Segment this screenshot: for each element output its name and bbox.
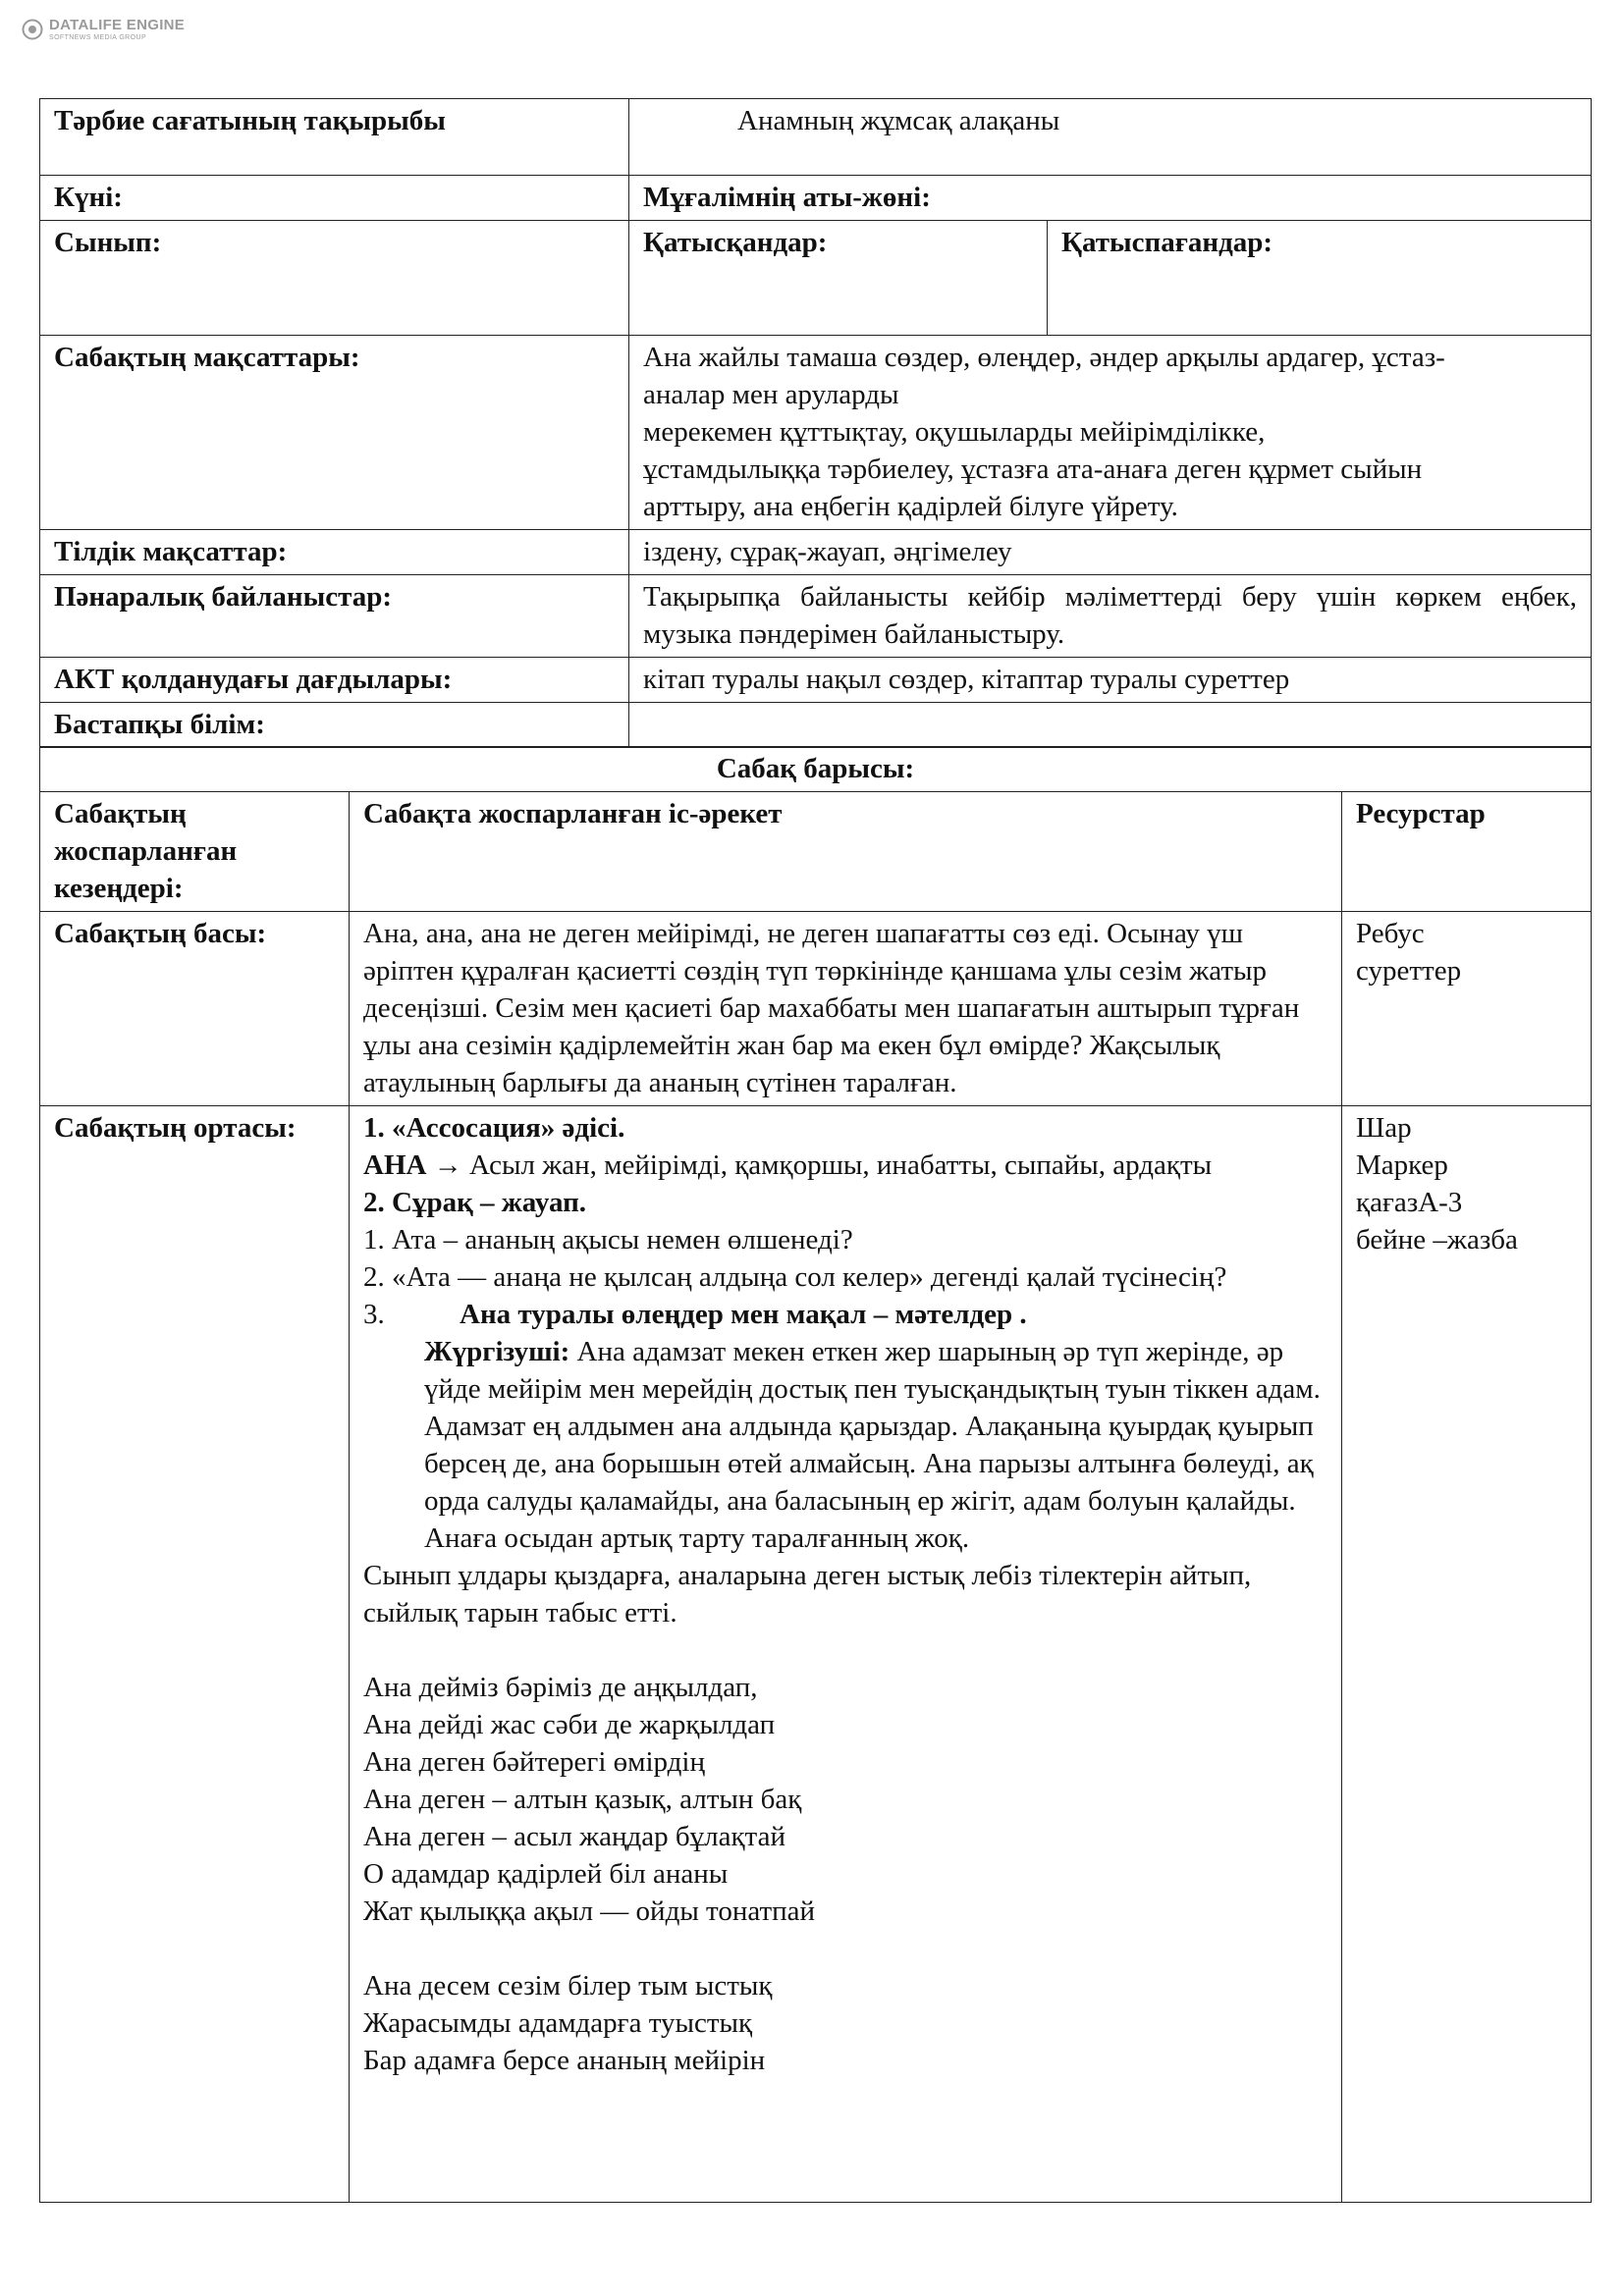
prior-knowledge-label: Бастапқы білім: <box>40 703 629 748</box>
language-value: іздену, сұрақ-жауап, әңгімелеу <box>629 530 1592 575</box>
resource-item: қағазА-3 <box>1356 1187 1463 1219</box>
host-paragraph <box>363 1333 1327 1557</box>
start-stage-label: Сабақтың басы: <box>40 912 350 1106</box>
topic-label: Тәрбие сағатының тақырыбы <box>40 99 629 176</box>
host-label: Жүргізуші: <box>424 1336 570 1368</box>
col-activity-header: Сабақта жоспарланған іс-әрекет <box>350 792 1342 912</box>
interdisciplinary-row <box>40 575 1592 658</box>
ict-label: АКТ қолданудағы дағдылары: <box>40 658 629 703</box>
after-text: Сынып ұлдары қыздарға, аналарына деген ыстық лебіз тілектерін айтып, сыйлық тарын табыс етті. <box>363 1560 1252 1629</box>
poem2-line: Жарасымды адамдарға туыстық <box>363 2007 753 2040</box>
middle-resources <box>1342 1106 1592 2203</box>
watermark-main-text: DATALIFE ENGINE <box>49 17 186 33</box>
lesson-start-row <box>40 912 1592 1106</box>
resource-item: Шар <box>1356 1112 1412 1145</box>
poem1-line: Ана деген – алтын қазық, алтын бақ <box>363 1784 802 1816</box>
header-table <box>39 98 1592 748</box>
association-word: АНА <box>363 1149 427 1182</box>
poems-heading <box>363 1296 1327 1333</box>
topic-value: Анамның жұмсақ алақаны <box>629 99 1592 176</box>
poem1-line: Ана деген – асыл жаңдар бұлақтай <box>363 1821 785 1853</box>
progress-title: Сабақ барысы: <box>40 747 1592 792</box>
poem1-line: Ана дейді жас сәби де жарқылдап <box>363 1709 776 1741</box>
poem2-line: Ана десем сезім білер тым ыстық <box>363 1970 773 2002</box>
resource-item: суреттер <box>1356 955 1462 988</box>
start-resources <box>1342 912 1592 1106</box>
method-association-title: 1. «Ассосация» әдісі. <box>363 1112 625 1145</box>
col-stages-header: Сабақтың жоспарланған кезеңдері: <box>40 792 350 912</box>
goals-line: арттыру, ана еңбегін қадірлей білуге үйрету. <box>643 491 1178 522</box>
association-line <box>363 1147 1327 1184</box>
eye-logo-icon <box>22 19 43 40</box>
poems-heading-title: Ана туралы өлеңдер мен мақал – мәтелдер . <box>460 1299 1027 1331</box>
resource-item: Маркер <box>1356 1149 1448 1182</box>
date-row <box>40 176 1592 221</box>
poem1-line: Ана дейміз бәріміз де аңқылдап, <box>363 1672 758 1704</box>
middle-stage-label: Сабақтың ортасы: <box>40 1106 350 2203</box>
class-label: Сынып: <box>40 221 629 336</box>
goals-row <box>40 336 1592 530</box>
poems-heading-number: 3. <box>363 1299 385 1331</box>
present-label: Қатысқандар: <box>629 221 1048 336</box>
progress-title-row <box>40 747 1592 792</box>
topic-row <box>40 99 1592 176</box>
watermark-logo <box>22 18 185 41</box>
middle-activity <box>350 1106 1342 2203</box>
question-1: 1. Ата – ананың ақысы немен өлшенеді? <box>363 1224 853 1256</box>
col-resources-header: Ресурстар <box>1342 792 1592 912</box>
prior-knowledge-value <box>629 703 1592 748</box>
ict-value: кітап туралы нақыл сөздер, кітаптар туралы суреттер <box>629 658 1592 703</box>
poem1-line: Ана деген бәйтерегі өмірдің <box>363 1746 705 1779</box>
poem1-line: О адамдар қадірлей біл ананы <box>363 1858 729 1891</box>
lesson-middle-row <box>40 1106 1592 2203</box>
goals-line: ұстамдылыққа тәрбиелеу, ұстазға ата-анаға деген құрмет сыйын <box>643 454 1423 485</box>
resource-item: бейне –жазба <box>1356 1224 1518 1256</box>
goals-label: Сабақтың мақсаттары: <box>40 336 629 530</box>
goals-line: Ана жайлы тамаша сөздер, өлеңдер, әндер арқылы ардагер, ұстаз- <box>643 342 1445 373</box>
arrow-icon: → <box>433 1149 462 1182</box>
progress-table <box>39 746 1592 2203</box>
interdisciplinary-value: Тақырыпқа байланысты кейбір мәліметтерді беру үшін көркем еңбек, музыка пәндерімен байланыстыру. <box>629 575 1592 658</box>
start-activity-text: Ана, ана, ана не деген мейірімді, не деген шапағатты сөз еді. Осынау үш әріптен құралған қасиетті сөздің түп төркінінде қаншама ұлы сезім жатыр десеңізші. Сезім мен қасиеті бар махаббаты мен шапағатын аштырып тұрған ұлы ана сезімін қадірлемейтін жан бар ма екен бұл өмірде? Жақсылық атаулының барлығы да ананың сүтінен таралған. <box>350 912 1342 1106</box>
question-2: 2. «Ата — анаңа не қылсаң алдыңа сол келер» дегенді қалай түсінесің? <box>363 1261 1227 1294</box>
goals-line: аналар мен аруларды <box>643 379 899 410</box>
association-text: Асыл жан, мейірімді, қамқоршы, инабатты, сыпайы, ардақты <box>468 1149 1213 1182</box>
progress-header-row <box>40 792 1592 912</box>
class-row <box>40 221 1592 336</box>
host-text: Ана адамзат мекен еткен жер шарының әр түп жерінде, әр үйде мейірім мен мерейдің достық пен туысқандықтың туын тіккен адам. Адамзат ең алдымен ана алдында қарыздар. Алақаныңа қуырдақ қуырып берсең де, ана борышын өтей алмайсың. Ана парызы алтынға бөлеуді, ақ орда салуды қаламайды, ана баласының ер жігіт, адам болуын қалайды. Анаға осыдан артық тарту таралғанның жоқ. <box>424 1336 1321 1555</box>
interdisciplinary-label: Пәнаралық байланыстар: <box>40 575 629 658</box>
poem1-line: Жат қылыққа ақыл — ойды тонатпай <box>363 1896 816 1928</box>
resource-item: Ребус <box>1356 918 1425 950</box>
prior-knowledge-row <box>40 703 1592 748</box>
ict-row <box>40 658 1592 703</box>
goals-line: мерекемен құттықтау, оқушыларды мейірімділікке, <box>643 416 1266 448</box>
question-answer-title: 2. Сұрақ – жауап. <box>363 1187 587 1219</box>
language-row <box>40 530 1592 575</box>
teacher-label: Мұғалімнің аты-жөні: <box>629 176 1592 221</box>
language-label: Тілдік мақсаттар: <box>40 530 629 575</box>
goals-value <box>629 336 1592 530</box>
poem2-line: Бар адамға берсе ананың мейірін <box>363 2045 766 2077</box>
date-label: Күні: <box>40 176 629 221</box>
lesson-plan-document <box>39 98 1591 2203</box>
watermark-sub-text: SOFTNEWS MEDIA GROUP <box>49 34 147 41</box>
absent-label: Қатыспағандар: <box>1048 221 1592 336</box>
